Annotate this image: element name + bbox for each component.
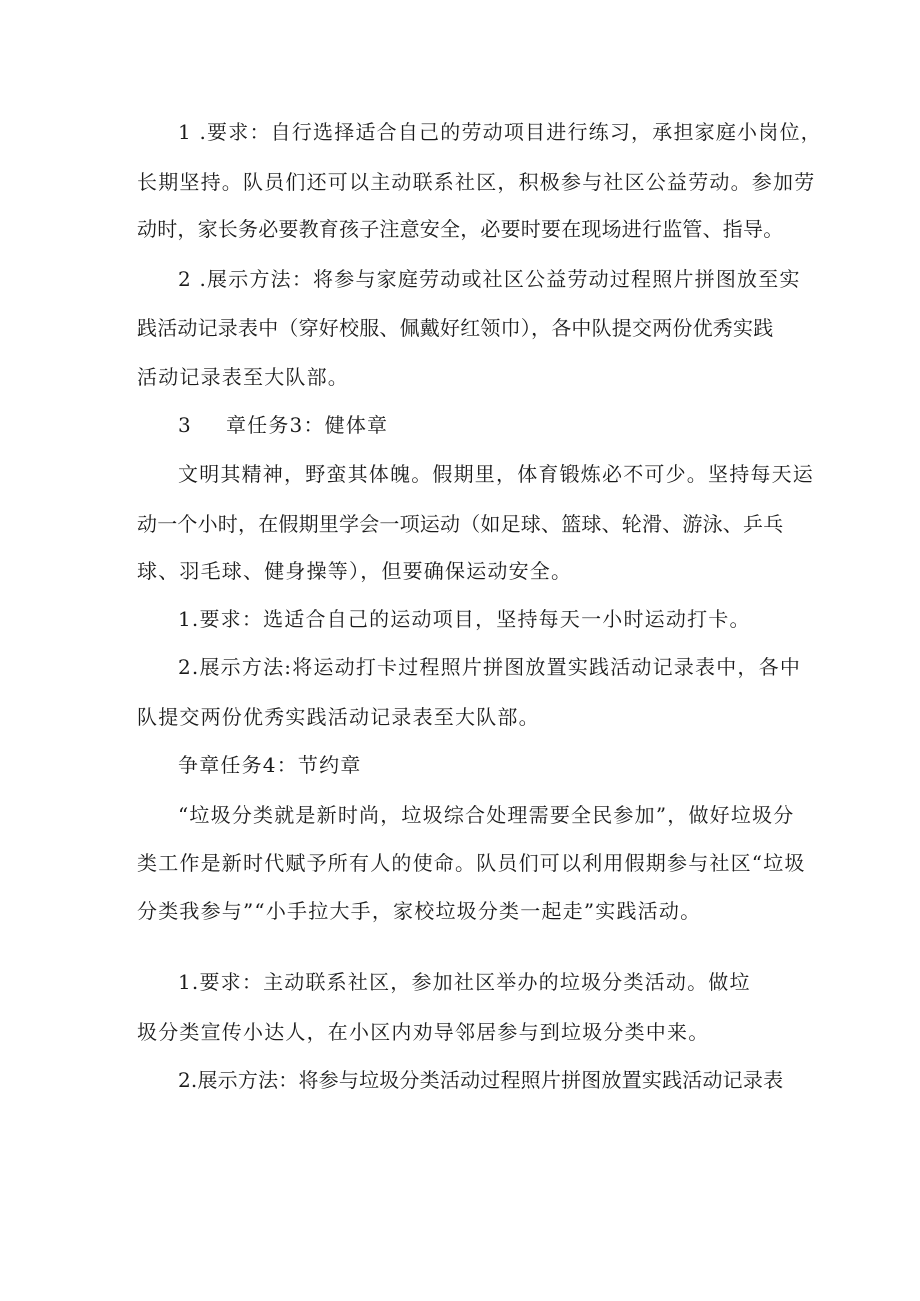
paragraph-line: 圾分类宣传小达人，在小区内劝导邻居参与到垃圾分类中来。 [137, 1020, 710, 1044]
paragraph-line: 文明其精神，野蛮其体魄。假期里，体育锻炼必不可少。坚持每天运 [178, 462, 814, 486]
paragraph-line: 践活动记录表中（穿好校服、佩戴好红领巾），各中队提交两份优秀实践 [137, 316, 774, 340]
paragraph-line: 动时，家长务必要教育孩子注意安全，必要时要在现场进行监管、指导。 [137, 217, 784, 241]
paragraph-line: 类工作是新时代赋予所有人的使命。队员们可以利用假期参与社区“垃圾 [137, 851, 806, 875]
paragraph-line: 1.要求：主动联系社区，参加社区举办的垃圾分类活动。做垃 [178, 970, 751, 994]
paragraph-line: 1.要求：选适合自己的运动项目，坚持每天一小时运动打卡。 [178, 607, 751, 631]
paragraph-line: 队提交两份优秀实践活动记录表至大队部。 [137, 705, 540, 729]
paragraph-line: 活动记录表至大队部。 [137, 365, 349, 389]
paragraph-line: “垃圾分类就是新时尚，垃圾综合处理需要全民参加”，做好垃圾分 [178, 803, 795, 827]
paragraph-line: 2 .展示方法：将参与家庭劳动或社区公益劳动过程照片拼图放至实 [178, 267, 801, 291]
section-heading [178, 411, 388, 439]
paragraph-line: 长期坚持。队员们还可以主动联系社区，积极参与社区公益劳动。参加劳 [137, 170, 816, 194]
section-heading-text: 章任务3：健体章 [225, 413, 389, 437]
paragraph-line: 分类我参与”“小手拉大手，家校垃圾分类一起走”实践活动。 [137, 899, 702, 923]
section-heading: 争章任务4：节约章 [178, 753, 362, 777]
paragraph-line: 2.展示方法:将运动打卡过程照片拼图放置实践活动记录表中，各中 [178, 655, 802, 679]
paragraph-line: 动一个小时，在假期里学会一项运动（如足球、篮球、轮滑、游泳、乒乓 [137, 512, 784, 536]
paragraph-line: 2.展示方法：将参与垃圾分类活动过程照片拼图放置实践活动记录表 [178, 1068, 784, 1092]
paragraph-line: 1 .要求：自行选择适合自己的劳动项目进行练习，承担家庭小岗位， [178, 120, 822, 144]
paragraph-line: 球、羽毛球、健身操等），但要确保运动安全。 [137, 559, 573, 583]
section-heading-number: 3 [178, 413, 192, 437]
